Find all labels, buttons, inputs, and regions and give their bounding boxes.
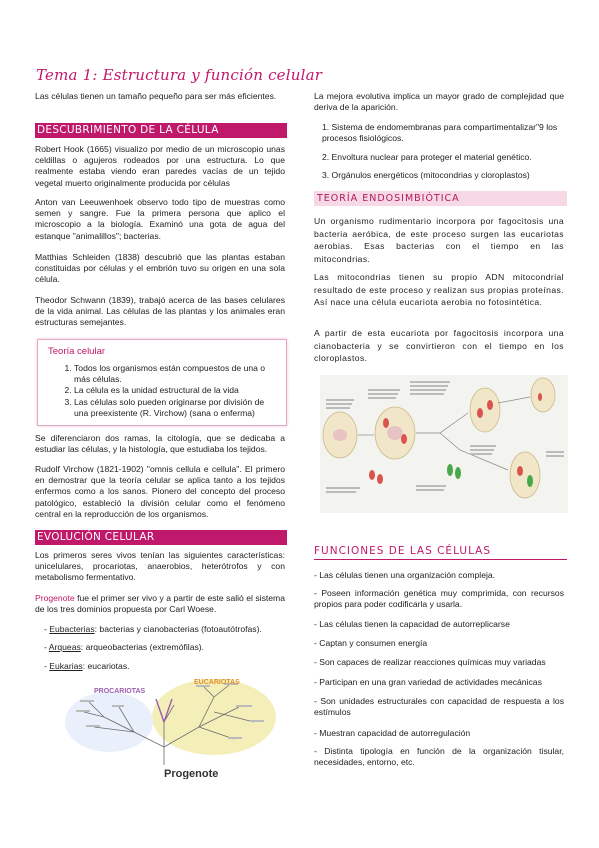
numbered-item-2: 2. Envoltura nuclear para proteger el material genético. — [322, 152, 532, 162]
aerobic-cell — [375, 407, 415, 459]
paragraph-organismo-rudimentario: Un organismo rudimentario incorpora por fagocitosis una bacteria aeróbica, de este proceso surgen las eucariotas aerobias. Esas bacterias con el tiempo en las mitocondrias. — [314, 216, 564, 264]
domain-desc: : eucariotas. — [82, 661, 130, 671]
funcion-item: - Son capaces de realizar reacciones químicas muy variadas — [314, 657, 546, 667]
domain-name: Eubacterias — [49, 624, 95, 634]
paragraph-progenote — [35, 593, 285, 615]
section-heading-evolucion: EVOLUCIÓN CELULAR — [35, 530, 287, 545]
domain-desc: : arqueobacterias (extremófilas). — [80, 642, 205, 652]
funcion-item: - Captan y consumen energía — [314, 638, 428, 648]
heterotroph-cell — [470, 388, 500, 432]
paragraph-mejora-evolutiva: La mejora evolutiva implica un mayor grado de complejidad que deriva de la aparición. — [314, 91, 564, 113]
list-item: 3. Las células solo pueden originarse por división de una preexistente (R. Virchow) (sana o enferma) — [74, 397, 276, 419]
endosymbiosis-diagram-image — [320, 375, 568, 513]
section-heading-funciones: FUNCIONES DE LAS CÉLULAS — [314, 545, 567, 560]
domain-name: Eukarias — [49, 661, 83, 671]
funcion-item: - Las células tienen la capacidad de autorreplicarse — [314, 619, 510, 629]
progenote-text: fue el primer ser vivo y a partir de este salió el sistema de los tres dominios propuesta por Carl Woese. — [35, 593, 285, 615]
paragraph-leeuwenhoek: Anton van Leeuwenhoek observo todo tipo de muestras como semen y sangre. Fue la primera persona que aplico el microscopio a la biología. Examinó una gota de agua del estanque "animalillos"; bacterias. — [35, 197, 285, 241]
funcion-item: - Distinta tipología en función de la organización tisular, necesidades, entorno, etc. — [314, 746, 564, 768]
top-right-cell — [531, 378, 555, 412]
funcion-item: - Las células tienen una organización compleja. — [314, 570, 496, 580]
label-procariotas: PROCARIOTAS — [94, 688, 146, 695]
teoria-celular-box — [37, 339, 287, 426]
funcion-item: - Participan en una gran variedad de actividades mecánicas — [314, 677, 542, 687]
section-heading-descubrimiento: DESCUBRIMIENTO DE LA CÉLULA — [35, 123, 287, 138]
page-title: Tema 1: Estructura y función celular — [36, 66, 323, 84]
paragraph-mitocondrias: Las mitocondrias tienen su propio ADN mitocondrial resultado de este proceso y realizan sus propias proteínas. Así nace una célula eucariota aerobia no fotosintética. — [314, 272, 564, 308]
teoria-celular-list — [48, 363, 276, 419]
intro-paragraph: Las células tienen un tamaño pequeño para ser más eficientes. — [35, 91, 277, 101]
list-item: 2. La célula es la unidad estructural de la vida — [74, 385, 276, 396]
paragraph-virchow: Rudolf Virchow (1821-1902) "omnis cellula e cellula". El primero en demostrar que la teoría celular se aplica tanto a los tejidos enfermos como a los sanos. Pionero del concepto del proceso patológico, estableció la división celular como el fenómeno central en la reproducción de los organismos. — [35, 464, 285, 519]
label-eucariotas: EUCARIOTAS — [194, 679, 240, 686]
label-progenote: Progenote — [164, 768, 219, 779]
numbered-item-1: 1. Sistema de endomembranas para compartimentalizar"9 los procesos fisiológicos. — [322, 122, 558, 144]
phylogenetic-tree-image — [64, 677, 276, 779]
domain-desc: : bacterias y cianobacterias (fotoautótrofas). — [94, 624, 262, 634]
photosynthetic-cell — [510, 452, 540, 498]
paragraph-hook: Robert Hook (1665) visualizo por medio de un microscopio unas celdillas o agujeros rodeados por una estructura. Lo que realmente estaba viendo eran paredes vacías de un tejido vegetal muerto originalmente producida por células — [35, 144, 285, 188]
domain-eubacterias: - Eubacterias: bacterias y cianobacterias (fotoautótrofas). — [44, 624, 262, 634]
funcion-item: - Poseen información genética muy comprimida, con recursos propios para poder codificarla y usarla. — [314, 588, 564, 610]
progenote-term: Progenote — [35, 593, 75, 603]
paragraph-schwann: Theodor Schwann (1839), trabajó acerca de las bases celulares de la vida animal. Las células de las plantas y los animales eran estructuras semejantes. — [35, 295, 285, 328]
section-heading-endosimbiotica: TEORÍA ENDOSIMBIÓTICA — [314, 191, 567, 206]
ancestral-cell — [323, 412, 357, 458]
domain-eukarias: - Eukarias: eucariotas. — [44, 661, 130, 671]
paragraph-primeros-seres: Los primeros seres vivos tenían las siguientes características: unicelulares, procariotas, anaerobios, heterótrofos y con metabolismo fermentativo. — [35, 550, 285, 583]
funcion-item: - Muestran capacidad de autorregulación — [314, 728, 471, 738]
numbered-item-3: 3. Orgánulos energéticos (mitocondrias y cloroplastos) — [322, 170, 530, 180]
domain-arqueas: - Arqueas: arqueobacterias (extremófilas). — [44, 642, 205, 652]
prokaryote-background — [65, 692, 153, 752]
paragraph-cianobacteria: A partir de esta eucariota por fagocitosis incorpora una cianobacteria y se convirtieron con el tiempo en los cloroplastos. — [314, 328, 564, 364]
funcion-item: - Son unidades estructurales con capacidad de respuesta a los estímulos — [314, 696, 564, 718]
teoria-celular-title: Teoría celular — [48, 346, 106, 357]
list-item: 1. Todos los organismos están compuestos de una o más células. — [74, 363, 276, 385]
domain-name: Arqueas — [48, 642, 81, 652]
paragraph-schleiden: Matthias Schleiden (1838) descubrió que las plantas estaban constituidas por células y el embrión tuvo su origen en una sola célula. — [35, 252, 285, 285]
paragraph-ramas: Se diferenciaron dos ramas, la citología, que se dedicaba a estudiar las células, y la histología, que estudiaba los tejidos. — [35, 433, 285, 455]
